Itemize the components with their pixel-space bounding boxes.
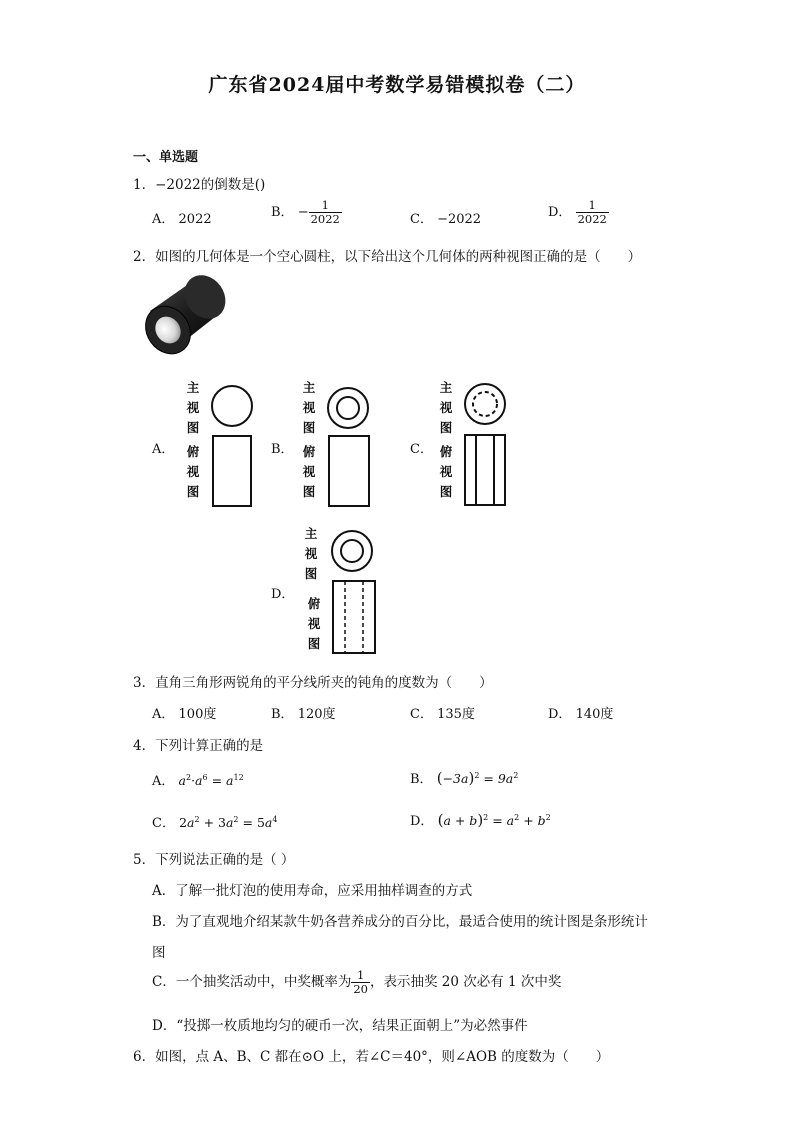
page-title: 广东省2024届中考数学易错模拟卷（二） (208, 74, 586, 96)
q3-option-c (410, 703, 475, 722)
q1-option-c (410, 208, 481, 227)
q4-option-c (152, 812, 277, 831)
hollow-cylinder-figure (140, 275, 230, 360)
denominator: 20 (353, 982, 368, 996)
question-number: 6． (133, 1049, 156, 1065)
fraction (576, 199, 609, 226)
denominator: 2022 (577, 212, 607, 226)
q5-option-b: B．为了直观地介绍某款牛奶各营养成分的百分比，最适合使用的统计图是条形统计 (152, 914, 648, 930)
q5-option-d: D．“投掷一枚质地均匀的硬币一次，结果正面朝上”为必然事件 (152, 1018, 528, 1034)
main-view-outer-circle (328, 388, 368, 428)
option-b-views (322, 380, 382, 510)
q1-option-d (548, 199, 609, 226)
formula: $a^2\cdot a^6 = a^{12}$ (178, 772, 244, 788)
numerator: 1 (321, 198, 329, 212)
main-view-label: 主视图 (302, 380, 316, 435)
q4-option-a (152, 770, 244, 789)
q5-option-b-continued: 图 (152, 945, 166, 961)
formula: $(-3a)^2 = 9a^2$ (436, 769, 519, 787)
option-label: A． (152, 774, 175, 789)
denominator: 2022 (310, 212, 340, 226)
main-view-dashed-circle (473, 392, 497, 416)
numerator: 1 (588, 198, 596, 212)
question-stem: 如图的几何体是一个空心圆柱，以下给出这个几何体的两种视图正确的是（ ） (155, 249, 642, 265)
question-5 (133, 848, 294, 868)
top-view-rect (333, 581, 375, 653)
numerator: 1 (357, 968, 365, 982)
q2-option-b-label: B． (271, 442, 294, 457)
q4-option-d (410, 810, 551, 829)
option-label: B． (410, 772, 433, 787)
option-text: C．一个抽奖活动中，中奖概率为 (152, 974, 352, 990)
question-stem: 下列计算正确的是 (155, 738, 264, 754)
top-view-label: 俯视图 (307, 596, 321, 651)
option-label: B． (271, 707, 294, 722)
top-view-rect (213, 436, 251, 506)
option-label: A． (152, 212, 175, 227)
q3-option-d (548, 703, 613, 722)
question-2 (133, 245, 641, 265)
top-view-rect (329, 436, 369, 506)
option-a-views (205, 380, 265, 510)
section-heading: 一、单选题 (133, 150, 199, 165)
q1-option-b (271, 199, 342, 226)
question-stem: 直角三角形两锐角的平分线所夹的钝角的度数为（ ） (155, 675, 493, 691)
main-view-outer-circle (332, 531, 372, 571)
top-view-label: 俯视图 (186, 444, 200, 499)
option-label: B． (271, 205, 294, 220)
q3-option-a (152, 703, 216, 722)
option-label: D． (548, 205, 572, 220)
main-view-outer-circle (465, 384, 505, 424)
option-d-views (326, 527, 386, 657)
option-text: 135度 (437, 707, 475, 722)
question-number: 1． (133, 177, 156, 193)
q4-option-b (410, 768, 518, 787)
question-3 (133, 671, 493, 691)
q2-option-c-label: C． (410, 442, 433, 457)
option-label: A． (152, 707, 175, 722)
option-text: −2022 (437, 212, 482, 227)
main-view-label: 主视图 (439, 380, 453, 435)
question-stem: 如图，点 A、B、C 都在⊙O 上，若∠C＝40°，则∠AOB 的度数为（ ） (155, 1049, 610, 1065)
question-number: 4． (133, 738, 156, 754)
question-number: 2． (133, 249, 156, 265)
q5-option-a: A．了解一批灯泡的使用寿命，应采用抽样调查的方式 (152, 883, 473, 899)
fraction (351, 969, 370, 996)
main-view-inner-circle (337, 397, 359, 419)
q2-option-a-label: A． (152, 442, 175, 457)
option-text: 140度 (575, 707, 614, 722)
option-text: 120度 (297, 707, 336, 722)
formula: $2a^2 + 3a^2 = 5a^4$ (179, 814, 278, 830)
option-text: ，表示抽奖 20 次必有 1 次中奖 (369, 974, 562, 990)
option-label: C． (152, 816, 175, 831)
top-view-rect (465, 435, 505, 505)
fraction (309, 199, 342, 226)
option-label: C． (410, 212, 433, 227)
main-view-label: 主视图 (186, 380, 200, 435)
option-text: 100度 (178, 707, 217, 722)
question-number: 5． (133, 852, 156, 868)
minus-sign: − (297, 205, 309, 220)
main-view-inner-circle (341, 540, 363, 562)
question-6 (133, 1045, 609, 1065)
option-c-views (459, 378, 519, 508)
option-label: D． (410, 814, 434, 829)
main-view-circle (212, 386, 252, 426)
q1-option-a (152, 208, 212, 227)
question-1 (133, 173, 265, 193)
question-4 (133, 734, 263, 754)
question-number: 3． (133, 675, 156, 691)
top-view-label: 俯视图 (302, 444, 316, 499)
option-label: D． (548, 707, 572, 722)
top-view-label: 俯视图 (439, 444, 453, 499)
option-text: 2022 (178, 212, 212, 227)
q2-option-d-label: D． (271, 587, 295, 602)
main-view-label: 主视图 (304, 526, 318, 581)
question-stem: −2022的倒数是() (155, 177, 266, 193)
q5-option-c (152, 969, 561, 996)
option-label: C． (410, 707, 433, 722)
formula: $(a + b)^2 = a^2 + b^2$ (437, 811, 551, 829)
q3-option-b (271, 703, 336, 722)
question-stem: 下列说法正确的是（ ） (155, 852, 295, 868)
